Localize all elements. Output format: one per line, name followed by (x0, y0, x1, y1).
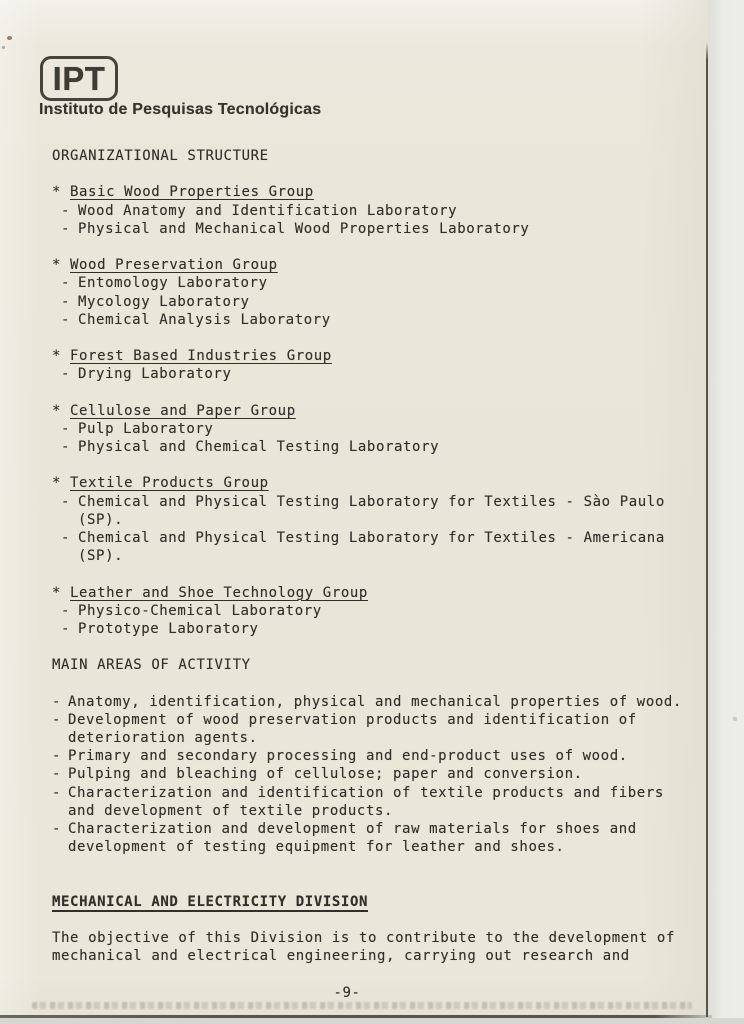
group-title-text: Basic Wood Properties Group (70, 184, 314, 201)
bullet-marker: - (52, 693, 62, 710)
bullet-marker: - (52, 784, 62, 801)
dust-speck (733, 717, 737, 721)
group-item (52, 365, 708, 383)
bullet-marker: - (61, 420, 71, 437)
area-item (52, 820, 708, 838)
group (52, 347, 708, 383)
area-item-text: Primary and secondary processing and end-product uses of wood. (68, 748, 628, 765)
paragraph-line (52, 947, 708, 965)
institute-name: Instituto de Pesquisas Tecnológicas (39, 101, 322, 118)
group-item-text: Pulp Laboratory (78, 420, 214, 437)
bullet-marker: - (61, 293, 71, 310)
group-item (52, 274, 708, 292)
area-item (52, 693, 708, 711)
group-item (52, 438, 708, 456)
group-marker: * (52, 475, 62, 492)
group-marker: * (52, 184, 62, 201)
group (52, 584, 708, 639)
group (52, 402, 708, 457)
paragraph-line-text: The objective of this Division is to contribute to the development of (52, 930, 675, 947)
group-item-continuation (52, 547, 708, 565)
group-item-continuation-text: (SP). (78, 548, 124, 565)
group-item-text: Chemical Analysis Laboratory (78, 311, 331, 328)
bullet-marker: - (61, 366, 71, 383)
group-item (52, 493, 708, 511)
group-title-text: Wood Preservation Group (70, 257, 278, 274)
bullet-marker: - (61, 602, 71, 619)
area-item-continuation (52, 802, 708, 820)
group-marker: * (52, 402, 62, 419)
ipt-logo-text: IPT (52, 59, 106, 97)
area-item-continuation-text: deterioration agents. (68, 730, 258, 746)
bullet-marker: - (52, 766, 62, 783)
area-item-continuation (52, 729, 708, 747)
group-title-text: Textile Products Group (70, 475, 269, 492)
group-item-text: Physical and Mechanical Wood Properties Laboratory (78, 220, 530, 237)
bullet-marker: - (52, 711, 62, 728)
group (52, 183, 708, 238)
group-item (52, 529, 708, 547)
division-heading (52, 893, 708, 911)
group-item-text: Wood Anatomy and Identification Laboratory (78, 202, 458, 219)
dust-speck (2, 46, 5, 49)
dust-speck (7, 36, 12, 40)
group-title (52, 256, 708, 274)
document-body (52, 147, 708, 1002)
area-item-continuation-text: development of testing equipment for leather and shoes. (68, 839, 565, 856)
page-right-edge (706, 42, 708, 1017)
bullet-marker: - (61, 493, 71, 510)
group-item-text: Prototype Laboratory (78, 620, 259, 637)
group-item (52, 602, 708, 620)
group-item (52, 202, 708, 220)
bullet-marker: - (61, 439, 71, 455)
group-marker: * (52, 348, 62, 365)
bullet-marker: - (52, 748, 62, 765)
group-item-text: Drying Laboratory (78, 366, 232, 383)
group-list (52, 183, 708, 638)
group-title-text: Cellulose and Paper Group (70, 402, 296, 419)
group-item-text: Mycology Laboratory (78, 293, 250, 310)
group-item-continuation (52, 511, 708, 529)
division-paragraph (52, 929, 708, 965)
area-item-text: Development of wood preservation products and identification of (68, 711, 637, 728)
group-title (52, 474, 708, 492)
group-item (52, 620, 708, 638)
bullet-marker: - (61, 275, 71, 292)
group (52, 256, 708, 329)
group-marker: * (52, 257, 62, 274)
group-item-continuation-text: (SP). (78, 511, 124, 528)
group-item (52, 311, 708, 329)
paragraph-line (52, 929, 708, 947)
areas-heading: MAIN AREAS OF ACTIVITY (52, 657, 251, 674)
bullet-marker: - (52, 820, 62, 837)
ipt-logo (40, 56, 118, 101)
group-item-text: Physico-Chemical Laboratory (78, 602, 322, 619)
group-item-text: Chemical and Physical Testing Laboratory for Textiles - Americana (78, 529, 665, 546)
area-item (52, 784, 708, 802)
bullet-marker: - (61, 620, 71, 637)
division-heading-text: MECHANICAL AND ELECTRICITY DIVISION (52, 893, 369, 910)
group-title (52, 584, 708, 602)
page-number: -9- (333, 984, 361, 1001)
group-item (52, 420, 708, 438)
area-item-text: Characterization and identification of textile products and fibers (68, 784, 664, 801)
group-item (52, 220, 708, 238)
area-item-text: Anatomy, identification, physical and mechanical properties of wood. (68, 693, 682, 710)
bullet-marker: - (61, 220, 71, 237)
group-item-text: Physical and Chemical Testing Laboratory (78, 439, 440, 455)
area-item-text: Characterization and development of raw materials for shoes and (68, 820, 637, 837)
group-title (52, 347, 708, 365)
area-item-continuation-text: and development of textile products. (68, 802, 394, 819)
group-item (52, 293, 708, 311)
bullet-marker: - (61, 529, 71, 546)
group-marker: * (52, 584, 62, 601)
group-title-text: Forest Based Industries Group (70, 348, 332, 365)
scanner-background (708, 0, 744, 1024)
scanner-bottom-strip (0, 1018, 744, 1024)
bullet-marker: - (61, 311, 71, 328)
group-item-text: Chemical and Physical Testing Laboratory for Textiles - Sào Paulo (78, 493, 665, 510)
group (52, 474, 708, 565)
group-title (52, 183, 708, 201)
area-item-text: Pulping and bleaching of cellulose; paper and conversion. (68, 766, 583, 783)
group-item-text: Entomology Laboratory (78, 275, 268, 292)
areas-list (52, 693, 708, 857)
group-title (52, 402, 708, 420)
paragraph-line-text: mechanical and electrical engineering, carrying out research and (52, 948, 630, 965)
group-title-text: Leather and Shoe Technology Group (70, 584, 368, 601)
area-item-continuation (52, 838, 708, 856)
bullet-marker: - (61, 202, 71, 219)
area-item (52, 765, 708, 783)
area-item (52, 711, 708, 729)
bleedthrough-artifact (32, 1002, 692, 1009)
area-item (52, 747, 708, 765)
org-structure-heading: ORGANIZATIONAL STRUCTURE (52, 148, 269, 164)
